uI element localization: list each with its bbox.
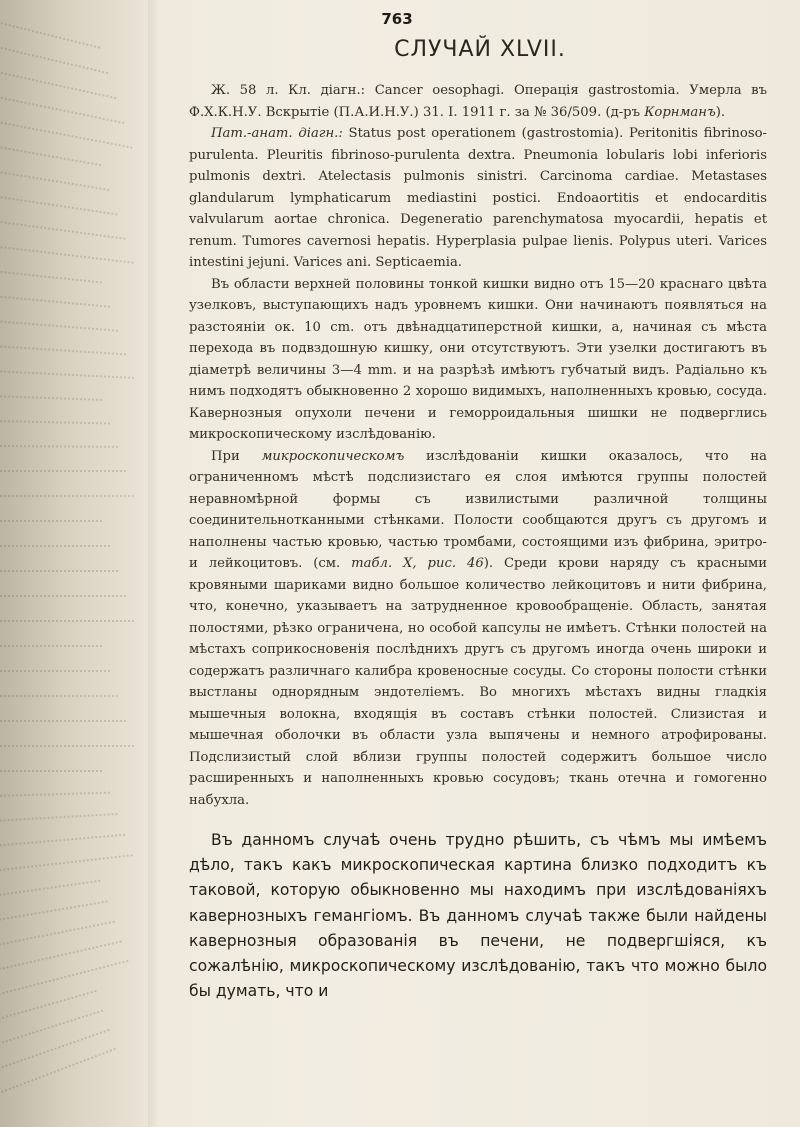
doctor-name: Корнманъ [644,104,716,120]
bleed-line [0,520,102,532]
bleed-line [0,220,126,250]
bleed-line [0,645,102,657]
bleed-line [0,813,118,832]
bleed-line [0,495,134,507]
pathological-diagnosis: Пат.-анат. діагн.: Status post operationem (gastrostomia). Peritonitis fibrinoso-purulenta. Pleuritis fibrinoso-purulenta dextra. Pneumonia lobularis lobi inferioris pulmonis dextri. Atelectasis pulmonis sinistri. Carcinoma cardiae. Metastases glandularum lymphaticarum mediastini postici. Endoaortitis et endocarditis valvularum aortae chronica. Degeneratio parenchymatosa myocardii, hepatis et renum. Tumores cavernosi hepatis. Hyperplasia pulpae lienis. Polypus uteri. Varices intestini jejuni. Varices ani. Septicaemia. [189,126,767,270]
bleed-line [0,420,110,434]
bleed-line [0,295,110,318]
page-gutter-shadow [148,0,158,1127]
bleed-line [0,320,118,342]
case-header: Ж. 58 л. Кл. діагн.: Cancer oesophagi. Операція gastrostomia. Умерла въ Ф.Х.К.Н.У. Вскрытіе (П.А.И.Н.У.) 31. I. 1911 г. за № 36/509. (д-ръ Корнманъ). [189,83,767,120]
bleed-line [0,470,126,482]
microscopy-term: микроскопическомъ [261,448,405,464]
conclusion-paragraph: Въ данномъ случаѣ очень трудно рѣшить, съ чѣмъ мы имѣемъ дѣло, такъ какъ микроскопическая картина близко подходитъ къ таковой, которую обыкновенно мы находимъ при изслѣдованіяхъ кавернозныхъ гемангіомъ. Въ данномъ случаѣ также были найдены кавернозныя образованія въ печени, не подвергшіяся, къ сожалѣнію, микроскопическому изслѣдованію, такъ что можно было бы думать, что и [189,831,767,1001]
bleed-line [0,770,102,782]
table-reference: табл. X, рис. 46 [351,556,484,571]
bleed-line [0,595,126,607]
case-text [189,80,767,811]
bleed-line [0,545,110,557]
bleed-line [0,620,134,632]
bleed-line [0,792,110,807]
facing-page-bleed [0,0,158,1127]
paragraph-microscopy: При микроскопическомъ изслѣдованіи кишки оказалось, что на ограниченномъ мѣстѣ подслизистаго ея слоя имѣются группы полостей неравномѣрной формы съ извилистыми различной толщины соединительнотканными стѣнками. Полости сообщаются другъ съ другомъ и наполнены частью кровью, частью тромбами, состоящими изъ фибрина, эритро- и лейкоцитовъ. (см. табл. X, рис. 46). Среди крови наряду съ красными кровяными шариками видно большое количество лейкоцитовъ и нити фибрина, что, конечно, указываетъ на затрудненное кровообращеніе. Область, занятая полостями, рѣзко ограничена, но особой капсулы не имѣетъ. Стѣнки полостей на мѣстахъ соприкосновенія послѣднихъ другъ съ другомъ иногда очень широки и содержатъ различнаго калибра кровеносные сосуды. Со стороны полости стѣнки выстланы однорядным эндотеліемъ. Во многихъ мѣстахъ видны гладкія мышечныя волокна, входящія въ составъ стѣнки полостей. Слизистая и мышечная оболочки въ области узла выпячены и немного атрофированы. Подслизистый слой вблизи группы полостей содержитъ большое число расширенныхъ и наполненныхъ кровью сосудовъ; ткань отечна и гомогенно набухла. [189,448,767,808]
case-title: СЛУЧАЙ XLVII. [394,37,566,62]
bleed-line [0,395,102,411]
bleed-line [0,370,134,389]
page-number: 763 [381,10,413,28]
bleed-line [0,345,126,365]
paragraph-intestine: Въ области верхней половины тонкой кишки видно отъ 15—20 краснаго цвѣта узелковъ, выступающихъ надъ уровнемъ кишки. Они начинаютъ появляться на разстояніи ок. 10 cm. отъ двѣнадцатиперстной кишки, а, начиная съ мѣста перехода въ подвздошную кишку, они отсутствуютъ. Эти узелки достигаютъ въ діаметрѣ величины 3—4 mm. и на разрѣзѣ имѣютъ губчатый видъ. Радіально къ нимъ подходятъ обыкновенно 2 хорошо видимыхъ, наполненныхъ кровью, сосуда. Кавернозныя опухоли печени и геморроидальныя шишки не подверглись микроскопическому изслѣдованію. [189,276,767,442]
bleed-line [0,745,134,757]
bleed-line [0,670,110,682]
bleed-line [0,854,134,882]
bleed-line [0,270,102,293]
bleed-line [0,695,118,707]
bleed-line [0,720,126,732]
bleed-line [0,245,134,274]
conclusion-text [189,828,767,1004]
diagnosis-label: Пат.-анат. діагн.: [211,126,343,141]
bleed-line [0,570,118,582]
bleed-line [0,445,118,458]
bleed-line [0,834,126,857]
